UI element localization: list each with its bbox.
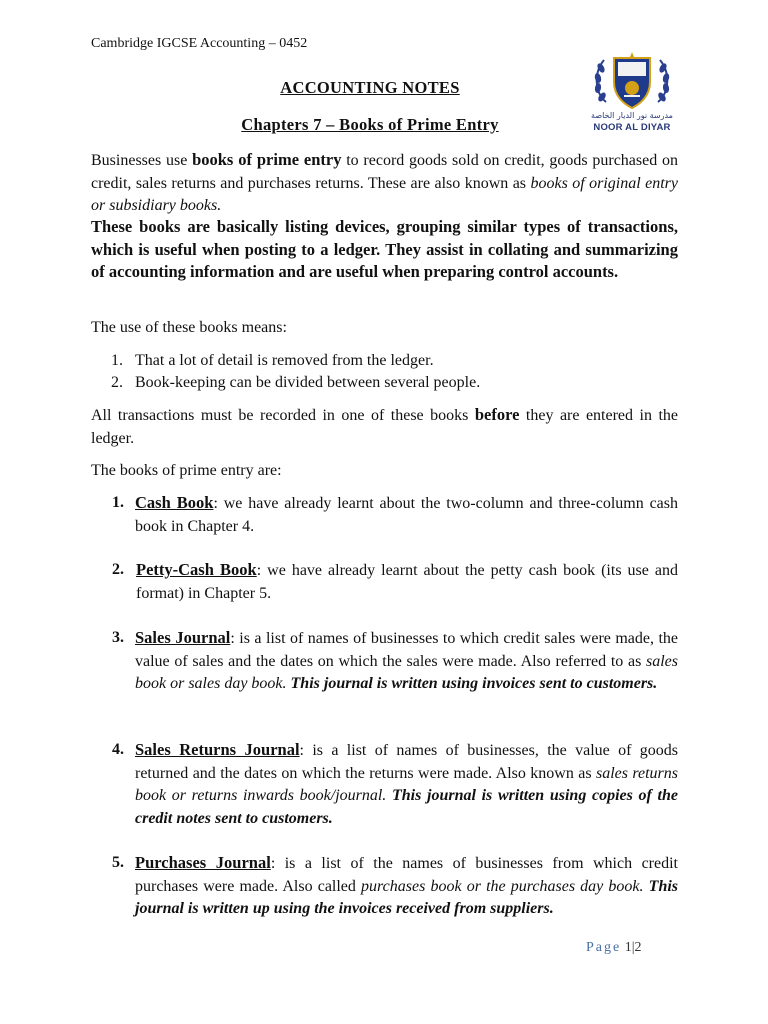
bold-paragraph: These books are basically listing devices, grouping similar types of transactions, which is useful when posting to a ledger. They assist in collating and summarizing of accounting information and are useful when preparing control accounts.: [91, 217, 678, 281]
book-entry-cash: [112, 492, 678, 538]
entry-number: 2.: [112, 561, 124, 578]
entry-number: 3.: [112, 629, 124, 646]
tx-text-cont: they are entered in the ledger.: [91, 407, 678, 447]
logo-arabic-text: مدرسة نور الديار الخاصة: [591, 111, 673, 120]
entry-text: : is a list of the names of businesses from which credit purchases were made. Also called: [135, 855, 678, 895]
page-title: ACCOUNTING NOTES: [280, 78, 460, 97]
transactions-paragraph: [91, 404, 678, 450]
entry-bold-italic: This journal is written up using the invoices received from suppliers.: [135, 877, 679, 917]
entry-number: 4.: [112, 741, 124, 758]
entry-bold-italic: This journal is written using copies of the credit notes sent to customers.: [135, 787, 678, 827]
list-text: Book-keeping can be divided between several people.: [135, 374, 481, 391]
entry-term: Purchases Journal: [135, 853, 271, 872]
intro-italic-text: books of original entry or subsidiary books.: [91, 174, 679, 214]
list-number: 2.: [111, 374, 123, 391]
list-item: [111, 350, 671, 372]
page-separator: |: [631, 940, 635, 955]
page-footer: [586, 940, 642, 956]
book-entry-petty-cash: [112, 559, 678, 605]
intro-text-cont: to record goods sold on credit, goods purchased on credit, sales returns and purchases returns. These are also known as: [91, 152, 678, 192]
page-label: Page: [586, 940, 622, 955]
use-list: [111, 350, 671, 394]
book-entry-purchases-journal: [112, 852, 678, 921]
intro-text: Businesses use: [91, 152, 193, 169]
page-header: Cambridge IGCSE Accounting – 0452: [91, 36, 308, 51]
entry-italic: purchases book or the purchases day book.: [361, 877, 644, 895]
entry-text: : we have already learnt about the petty cash book (its use and format) in Chapter 5.: [136, 562, 678, 602]
page-number: 1: [621, 940, 632, 955]
intro-paragraph: [91, 149, 678, 218]
book-entry-sales-returns: [112, 739, 678, 830]
entry-term: Sales Journal: [135, 628, 231, 647]
entry-term: Petty-Cash Book: [136, 560, 257, 579]
use-intro: The use of these books means:: [91, 319, 287, 336]
entry-term: Sales Returns Journal: [135, 740, 300, 759]
intro-key-term: books of prime entry: [192, 150, 342, 169]
entry-text: : is a list of names of businesses to which credit sales were made, the value of sales and the dates on which the sales were made. Also referred to as: [135, 630, 678, 670]
tx-text: All transactions must be recorded in one of these books: [91, 407, 475, 424]
list-item: [111, 372, 671, 394]
list-text: That a lot of detail is removed from the ledger.: [135, 352, 434, 369]
logo-english-text: NOOR AL DIYAR: [593, 122, 671, 133]
entry-italic: sales returns book or returns inwards book/journal.: [135, 764, 678, 804]
entry-italic: sales book or sales day book.: [135, 652, 678, 692]
entry-text: : we have already learnt about the two-column and three-column cash book in Chapter 4.: [135, 495, 679, 535]
entry-bold-italic: This journal is written using invoices sent to customers.: [286, 675, 658, 692]
page-total: 2: [634, 940, 642, 955]
list-number: 1.: [111, 352, 123, 369]
chapter-subtitle: Chapters 7 – Books of Prime Entry: [241, 115, 499, 134]
entry-number: 5.: [112, 854, 124, 871]
entry-text: : is a list of names of businesses, the value of goods returned and the dates on which the returns were made. Also known as: [135, 742, 678, 782]
tx-bold-word: before: [474, 405, 520, 424]
entry-number: 1.: [112, 494, 124, 511]
entry-term: Cash Book: [135, 493, 214, 512]
books-intro: The books of prime entry are:: [91, 462, 282, 479]
book-entry-sales-journal: [112, 627, 678, 696]
